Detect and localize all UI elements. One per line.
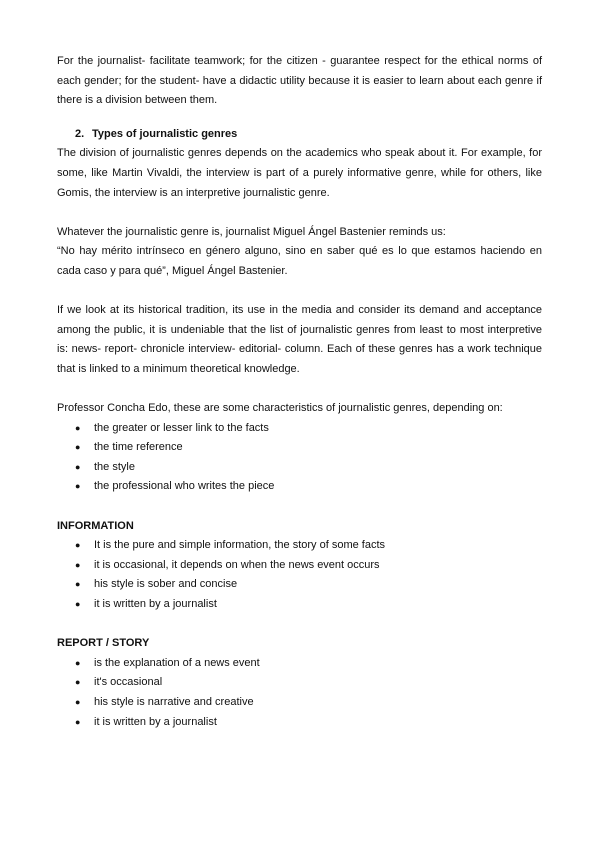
spacer <box>57 380 542 400</box>
spacer <box>57 497 542 517</box>
list-item: ● his style is narrative and creative <box>74 693 542 713</box>
list-item: ● is the explanation of a news event <box>74 654 542 674</box>
intro-paragraph: For the journalist- facilitate teamwork; for the citizen - guarantee respect for the ethical norms of each gender; for the student- have a didactic utility because it is easier to learn about each genre if there is a division between them. <box>57 55 542 107</box>
bullet-icon: ● <box>75 697 81 707</box>
section-number: 2. <box>75 127 85 140</box>
bastenier-quote: “No hay mérito intrínseco en género alguno, sino en saber qué es lo que estamos haciendo en cada caso y para qué”, Miguel Ángel Bastenier. <box>57 245 542 277</box>
bullet-icon: ● <box>75 461 81 472</box>
list-item: ● the time reference <box>74 438 542 458</box>
genres-division-paragraph: The division of journalistic genres depends on the academics who speak about it. For example, for some, like Martin Vivaldi, the interview is part of a purely informative genre, while for others, like Gomis, the interview is an interpretive journalistic genre. <box>57 147 542 199</box>
spacer <box>57 615 542 635</box>
information-list <box>57 536 542 614</box>
bullet-icon: ● <box>75 442 81 453</box>
bullet-icon: ● <box>75 422 81 433</box>
bullet-icon: ● <box>75 599 81 610</box>
list-item: ● it is occasional, it depends on when the news event occurs <box>74 556 542 576</box>
bullet-icon: ● <box>75 579 81 590</box>
information-heading: INFORMATION <box>57 519 134 532</box>
bullet-icon: ● <box>75 559 81 570</box>
bastenier-intro: Whatever the journalistic genre is, journalist Miguel Ángel Bastenier reminds us: <box>57 225 446 238</box>
bullet-icon: ● <box>75 716 81 727</box>
section-heading <box>57 125 542 145</box>
list-item: ● it is written by a journalist <box>74 595 542 615</box>
report-list <box>57 654 542 732</box>
bullet-icon: ● <box>75 540 81 551</box>
historical-tradition-paragraph: If we look at its historical tradition, its use in the media and consider its demand and acceptance among the public, it is undeniable that the list of journalistic genres from least to most interpretive is: news- report- chronicle interview- editorial- column. Each of these genres has a work technique that is linked to a minimum theoretical knowledge. <box>57 304 542 375</box>
list-item: ● the professional who writes the piece <box>74 477 542 497</box>
bullet-icon: ● <box>75 657 81 668</box>
list-item: ● the style <box>74 458 542 478</box>
report-heading: REPORT / STORY <box>57 637 150 650</box>
spacer <box>57 203 542 223</box>
bullet-icon: ● <box>75 677 81 688</box>
list-item: ● his style is sober and concise <box>74 575 542 595</box>
list-item: ● it is written by a journalist <box>74 713 542 733</box>
spacer <box>57 282 542 302</box>
list-item: ● the greater or lesser link to the facts <box>74 419 542 439</box>
list-item: ● it's occasional <box>74 673 542 693</box>
bullet-icon: ● <box>75 481 81 492</box>
section-title: Types of journalistic genres <box>92 127 238 140</box>
characteristics-list <box>57 419 542 497</box>
concha-edo-paragraph: Professor Concha Edo, these are some characteristics of journalistic genres, depending on: <box>57 402 503 415</box>
list-item: ● It is the pure and simple information, the story of some facts <box>74 536 542 556</box>
